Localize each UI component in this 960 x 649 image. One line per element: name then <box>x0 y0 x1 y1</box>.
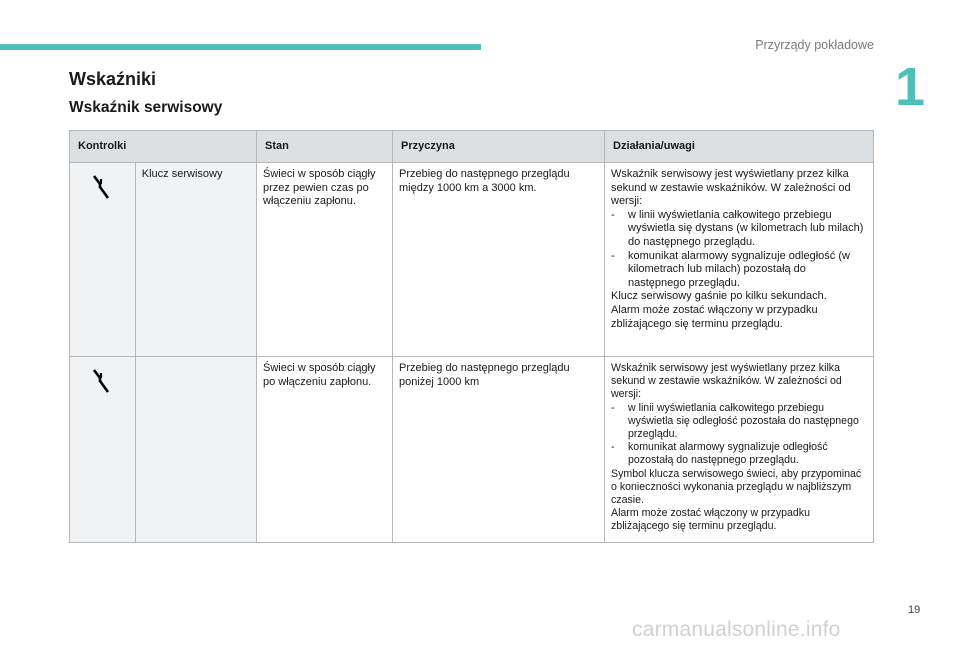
notes-outro: Alarm może zostać włączony w przypadku zbliżającego się terminu przeglądu. <box>611 303 818 330</box>
section-subtitle: Wskaźnik serwisowy <box>69 99 223 116</box>
top-accent-bar <box>0 44 481 50</box>
chapter-number: 1 <box>895 57 926 117</box>
indicator-table <box>69 130 874 543</box>
table-row <box>70 357 874 543</box>
indicator-name <box>135 357 256 543</box>
page-number: 19 <box>908 604 921 616</box>
notes-outro: Alarm może zostać włączony w przypadku zbliżającego się terminu przeglądu. <box>611 507 811 533</box>
column-header-przyczyna: Przyczyna <box>393 131 605 163</box>
icon-cell <box>70 357 136 543</box>
indicator-cause: Przebieg do następnego przeglądu poniżej 1000 km <box>393 357 605 543</box>
notes-outro: Klucz serwisowy gaśnie po kilku sekundach. <box>611 290 827 303</box>
notes-outro: Symbol klucza serwisowego świeci, aby przypominać o konieczności wykonania przeglądu w najbliższym czasie. <box>611 467 862 507</box>
column-header-dzialania: Działania/uwagi <box>605 131 874 163</box>
notes-list-item: - w linii wyświetlania całkowitego przebiegu wyświetla się dystans (w kilometrach lub milach) do następnego przeglądu. <box>611 208 864 248</box>
table-row <box>70 163 874 357</box>
chapter-title: Przyrządy pokładowe <box>755 38 874 52</box>
indicator-notes <box>605 357 874 543</box>
indicator-name: Klucz serwisowy <box>135 163 256 357</box>
wrench-icon <box>90 175 112 199</box>
column-header-stan: Stan <box>257 131 393 163</box>
notes-list-item: - w linii wyświetlania całkowitego przebiegu wyświetla się odległość pozostała do następnego przeglądu. <box>611 401 859 441</box>
indicator-cause: Przebieg do następnego przeglądu między 1000 km a 3000 km. <box>393 163 605 357</box>
column-header-kontrolki: Kontrolki <box>70 131 257 163</box>
table-header-row <box>70 131 874 163</box>
wrench-icon <box>90 369 112 393</box>
indicator-state: Świeci w sposób ciągły po włączeniu zapłonu. <box>257 357 393 543</box>
notes-intro: Wskaźnik serwisowy jest wyświetlany przez kilka sekund w zestawie wskaźników. W zależności od wersji: <box>611 362 842 401</box>
notes-list-item: - komunikat alarmowy sygnalizuje odległość pozostałą do następnego przeglądu. <box>611 441 828 467</box>
notes-intro: Wskaźnik serwisowy jest wyświetlany przez kilka sekund w zestawie wskaźników. W zależności od wersji: <box>611 168 851 208</box>
indicator-notes <box>605 163 874 357</box>
section-title: Wskaźniki <box>69 69 157 89</box>
indicator-state: Świeci w sposób ciągły przez pewien czas po włączeniu zapłonu. <box>257 163 393 357</box>
watermark: carmanualsonline.info <box>632 618 841 641</box>
icon-cell <box>70 163 136 357</box>
notes-list-item: - komunikat alarmowy sygnalizuje odległość (w kilometrach lub milach) pozostałą do następnego przeglądu. <box>611 249 850 289</box>
